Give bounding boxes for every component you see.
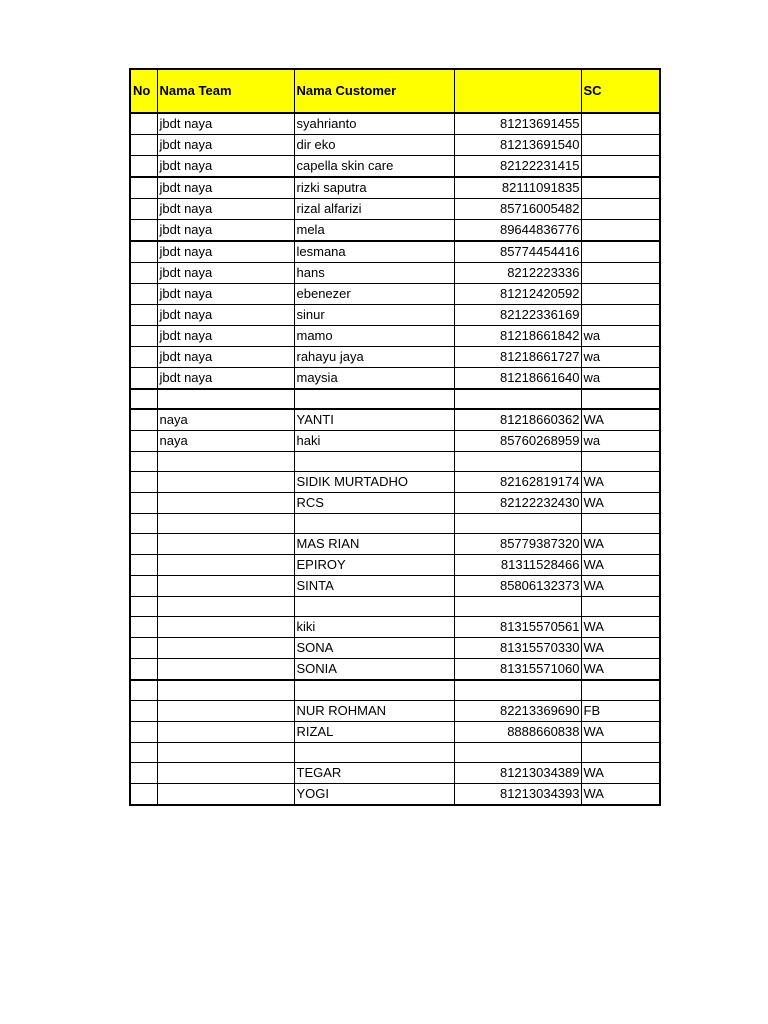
cell-phone: 81213034393	[454, 783, 581, 805]
cell-no	[130, 762, 157, 783]
cell-customer: haki	[294, 431, 454, 452]
cell-phone: 85760268959	[454, 431, 581, 452]
customer-table	[129, 68, 661, 806]
cell-team: jbdt naya	[157, 241, 294, 263]
cell-customer: lesmana	[294, 241, 454, 263]
cell-no	[130, 305, 157, 326]
cell-no	[130, 617, 157, 638]
cell-phone: 81213691540	[454, 135, 581, 156]
cell-sc: WA	[581, 721, 660, 742]
cell-no	[130, 113, 157, 135]
table-row	[130, 783, 660, 805]
cell-sc: WA	[581, 783, 660, 805]
cell-no	[130, 347, 157, 368]
cell-no	[130, 326, 157, 347]
cell-customer: hans	[294, 263, 454, 284]
cell-team: naya	[157, 409, 294, 431]
cell-sc	[581, 263, 660, 284]
cell-no	[130, 431, 157, 452]
cell-sc: WA	[581, 762, 660, 783]
cell-sc	[581, 452, 660, 472]
cell-customer: EPIROY	[294, 555, 454, 576]
table-row	[130, 409, 660, 431]
cell-phone: 82122336169	[454, 305, 581, 326]
cell-sc	[581, 220, 660, 242]
cell-sc	[581, 742, 660, 762]
table-row	[130, 431, 660, 452]
cell-sc: WA	[581, 472, 660, 493]
cell-sc: WA	[581, 555, 660, 576]
cell-phone	[454, 452, 581, 472]
cell-no	[130, 220, 157, 242]
cell-customer: maysia	[294, 368, 454, 390]
cell-phone: 81315571060	[454, 659, 581, 681]
cell-no	[130, 514, 157, 534]
cell-sc	[581, 241, 660, 263]
cell-sc	[581, 389, 660, 409]
table-row	[130, 576, 660, 597]
table-row	[130, 284, 660, 305]
cell-phone: 81218661727	[454, 347, 581, 368]
cell-sc: FB	[581, 700, 660, 721]
table-row	[130, 177, 660, 199]
cell-team	[157, 721, 294, 742]
cell-customer: rizki saputra	[294, 177, 454, 199]
cell-team	[157, 783, 294, 805]
cell-no	[130, 135, 157, 156]
cell-no	[130, 452, 157, 472]
cell-phone: 8212223336	[454, 263, 581, 284]
cell-team	[157, 762, 294, 783]
table-row	[130, 493, 660, 514]
cell-sc: wa	[581, 326, 660, 347]
cell-no	[130, 721, 157, 742]
cell-phone: 81218661640	[454, 368, 581, 390]
table-row	[130, 659, 660, 681]
cell-sc	[581, 113, 660, 135]
table-row	[130, 742, 660, 762]
cell-sc: WA	[581, 659, 660, 681]
cell-sc	[581, 597, 660, 617]
cell-customer	[294, 680, 454, 700]
cell-customer: mamo	[294, 326, 454, 347]
cell-sc	[581, 680, 660, 700]
cell-phone: 82162819174	[454, 472, 581, 493]
table-row	[130, 368, 660, 390]
table-body	[130, 113, 660, 805]
cell-no	[130, 389, 157, 409]
cell-phone: 81315570561	[454, 617, 581, 638]
cell-sc: wa	[581, 431, 660, 452]
cell-customer: mela	[294, 220, 454, 242]
cell-customer: capella skin care	[294, 156, 454, 178]
cell-phone: 82122232430	[454, 493, 581, 514]
cell-customer: NUR ROHMAN	[294, 700, 454, 721]
cell-customer	[294, 597, 454, 617]
cell-team	[157, 617, 294, 638]
cell-no	[130, 576, 157, 597]
cell-no	[130, 409, 157, 431]
cell-phone: 85806132373	[454, 576, 581, 597]
cell-phone	[454, 597, 581, 617]
cell-customer	[294, 514, 454, 534]
cell-no	[130, 742, 157, 762]
table-row	[130, 347, 660, 368]
cell-no	[130, 783, 157, 805]
table-row	[130, 597, 660, 617]
cell-no	[130, 534, 157, 555]
cell-sc	[581, 177, 660, 199]
cell-sc	[581, 284, 660, 305]
cell-phone: 81315570330	[454, 638, 581, 659]
table-row	[130, 199, 660, 220]
cell-team: jbdt naya	[157, 263, 294, 284]
cell-customer: syahrianto	[294, 113, 454, 135]
cell-customer	[294, 452, 454, 472]
cell-team: jbdt naya	[157, 156, 294, 178]
cell-phone	[454, 742, 581, 762]
cell-phone	[454, 680, 581, 700]
header-nama-team: Nama Team	[157, 69, 294, 113]
cell-customer	[294, 742, 454, 762]
table-row	[130, 680, 660, 700]
table-row	[130, 263, 660, 284]
cell-sc: WA	[581, 409, 660, 431]
cell-customer: YOGI	[294, 783, 454, 805]
table-row	[130, 452, 660, 472]
cell-phone: 81212420592	[454, 284, 581, 305]
cell-no	[130, 597, 157, 617]
cell-customer: SONA	[294, 638, 454, 659]
cell-no	[130, 493, 157, 514]
table-row	[130, 721, 660, 742]
table-row	[130, 472, 660, 493]
cell-team	[157, 555, 294, 576]
header-phone	[454, 69, 581, 113]
cell-phone	[454, 389, 581, 409]
cell-phone: 85716005482	[454, 199, 581, 220]
cell-phone: 81218660362	[454, 409, 581, 431]
cell-no	[130, 199, 157, 220]
table-row	[130, 241, 660, 263]
table-row	[130, 762, 660, 783]
cell-team	[157, 659, 294, 681]
cell-team: jbdt naya	[157, 305, 294, 326]
cell-customer: MAS RIAN	[294, 534, 454, 555]
cell-team	[157, 638, 294, 659]
cell-no	[130, 700, 157, 721]
cell-no	[130, 659, 157, 681]
cell-customer: rizal alfarizi	[294, 199, 454, 220]
cell-team	[157, 534, 294, 555]
cell-team	[157, 389, 294, 409]
cell-sc: WA	[581, 493, 660, 514]
cell-sc: wa	[581, 368, 660, 390]
table-row	[130, 220, 660, 242]
table-row	[130, 514, 660, 534]
table-row	[130, 135, 660, 156]
table-row	[130, 389, 660, 409]
cell-team: naya	[157, 431, 294, 452]
table-row	[130, 555, 660, 576]
cell-no	[130, 263, 157, 284]
cell-customer: RCS	[294, 493, 454, 514]
cell-customer: YANTI	[294, 409, 454, 431]
cell-team: jbdt naya	[157, 220, 294, 242]
cell-team	[157, 576, 294, 597]
cell-sc	[581, 199, 660, 220]
cell-team	[157, 514, 294, 534]
cell-no	[130, 368, 157, 390]
cell-customer: SIDIK MURTADHO	[294, 472, 454, 493]
header-nama-customer: Nama Customer	[294, 69, 454, 113]
cell-customer: kiki	[294, 617, 454, 638]
cell-sc: WA	[581, 576, 660, 597]
cell-customer: sinur	[294, 305, 454, 326]
cell-customer: RIZAL	[294, 721, 454, 742]
cell-phone: 82122231415	[454, 156, 581, 178]
cell-customer: SINTA	[294, 576, 454, 597]
cell-team	[157, 472, 294, 493]
cell-team	[157, 597, 294, 617]
cell-customer: rahayu jaya	[294, 347, 454, 368]
cell-sc: wa	[581, 347, 660, 368]
cell-team	[157, 452, 294, 472]
cell-no	[130, 241, 157, 263]
table-row	[130, 326, 660, 347]
cell-team: jbdt naya	[157, 199, 294, 220]
table-row	[130, 638, 660, 659]
cell-phone: 81213691455	[454, 113, 581, 135]
cell-sc	[581, 305, 660, 326]
table-row	[130, 113, 660, 135]
cell-team	[157, 680, 294, 700]
cell-sc	[581, 135, 660, 156]
cell-phone: 85779387320	[454, 534, 581, 555]
header-row	[130, 69, 660, 113]
cell-customer	[294, 389, 454, 409]
cell-no	[130, 555, 157, 576]
cell-team: jbdt naya	[157, 135, 294, 156]
cell-phone: 81213034389	[454, 762, 581, 783]
cell-phone: 89644836776	[454, 220, 581, 242]
cell-team: jbdt naya	[157, 113, 294, 135]
cell-sc: WA	[581, 617, 660, 638]
table-row	[130, 534, 660, 555]
cell-sc: WA	[581, 638, 660, 659]
cell-phone: 85774454416	[454, 241, 581, 263]
header-sc: SC	[581, 69, 660, 113]
cell-no	[130, 680, 157, 700]
cell-team	[157, 742, 294, 762]
table-row	[130, 156, 660, 178]
cell-customer: dir eko	[294, 135, 454, 156]
cell-team	[157, 493, 294, 514]
cell-phone: 82213369690	[454, 700, 581, 721]
cell-phone: 8888660838	[454, 721, 581, 742]
cell-no	[130, 284, 157, 305]
cell-team: jbdt naya	[157, 347, 294, 368]
cell-customer: ebenezer	[294, 284, 454, 305]
cell-sc	[581, 514, 660, 534]
cell-sc: WA	[581, 534, 660, 555]
table-row	[130, 617, 660, 638]
cell-no	[130, 638, 157, 659]
cell-phone: 81311528466	[454, 555, 581, 576]
cell-sc	[581, 156, 660, 178]
cell-team: jbdt naya	[157, 368, 294, 390]
cell-phone	[454, 514, 581, 534]
table-row	[130, 700, 660, 721]
cell-phone: 81218661842	[454, 326, 581, 347]
cell-no	[130, 472, 157, 493]
table-row	[130, 305, 660, 326]
cell-customer: TEGAR	[294, 762, 454, 783]
cell-customer: SONIA	[294, 659, 454, 681]
cell-team: jbdt naya	[157, 284, 294, 305]
cell-no	[130, 177, 157, 199]
cell-team: jbdt naya	[157, 326, 294, 347]
cell-no	[130, 156, 157, 178]
cell-team	[157, 700, 294, 721]
cell-team: jbdt naya	[157, 177, 294, 199]
cell-phone: 82111091835	[454, 177, 581, 199]
header-no: No	[130, 69, 157, 113]
